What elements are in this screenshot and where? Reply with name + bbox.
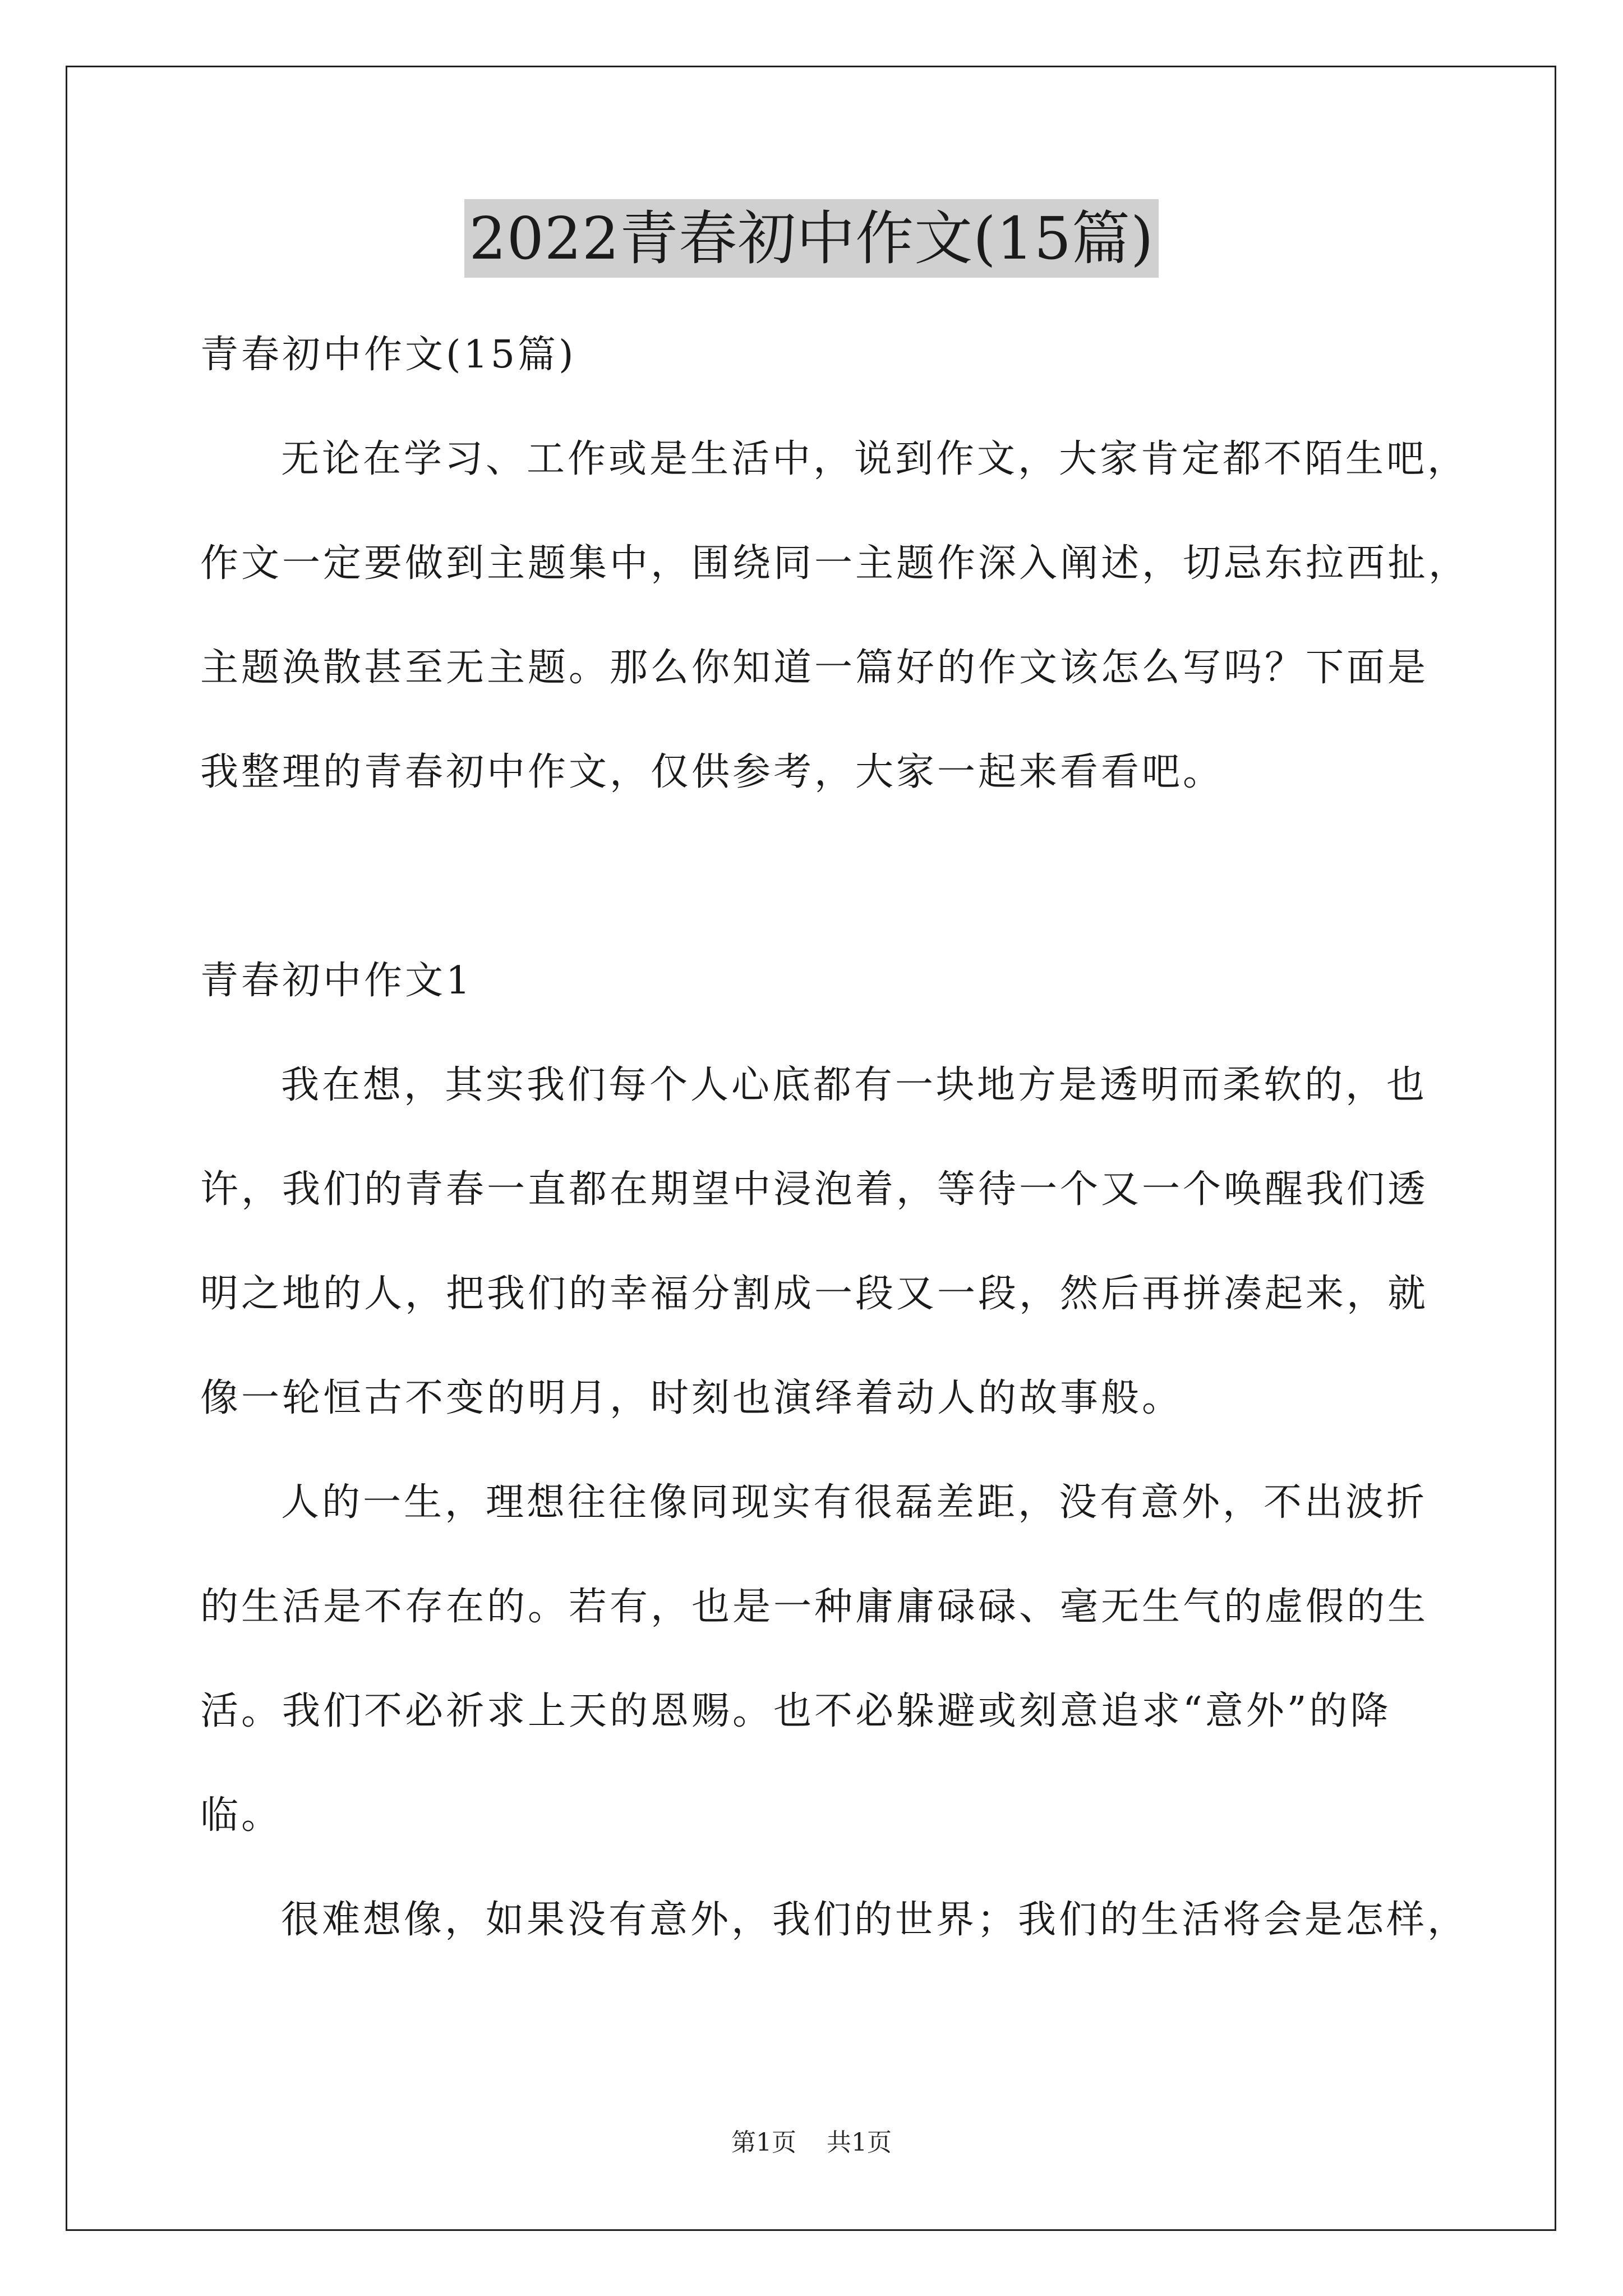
para2-line-3: 活。我们不必祈求上天的恩赐。也不必躲避或刻意追求“意外”的降 (200, 1689, 1391, 1733)
intro-line-1: 无论在学习、工作或是生活中，说到作文，大家肯定都不陌生吧， (281, 437, 1469, 481)
para1-line-3: 明之地的人，把我们的幸福分割成一段又一段，然后再拼凑起来，就 (200, 1272, 1429, 1316)
intro-line-4: 我整理的青春初中作文，仅供参考，大家一起来看看吧。 (200, 750, 1224, 794)
para3-line-1: 很难想像，如果没有意外，我们的世界；我们的生活将会是怎样， (281, 1898, 1469, 1942)
section-spacer (200, 825, 1434, 929)
page-number: 第1页 (731, 2128, 796, 2157)
para2-line-1: 人的一生，理想往往像同现实有很磊差距，没有意外，不出波折 (281, 1480, 1428, 1525)
para2-line-4: 临。 (200, 1793, 283, 1838)
document-body (200, 303, 1470, 1972)
page-footer (0, 2126, 1623, 2160)
document-title: 2022青春初中作文(15篇) (464, 199, 1158, 278)
intro-line-3: 主题涣散甚至无主题。那么你知道一篇好的作文该怎么写吗？下面是 (200, 646, 1429, 690)
page-total: 共1页 (827, 2128, 892, 2157)
intro-line-2: 作文一定要做到主题集中，围绕同一主题作深入阐述，切忌东拉西扯， (200, 541, 1470, 586)
para1-line-1: 我在想，其实我们每个人心底都有一块地方是透明而柔软的，也 (281, 1063, 1428, 1107)
subtitle: 青春初中作文(15篇) (200, 333, 577, 377)
para2-line-2: 的生活是不存在的。若有，也是一种庸庸碌碌、毫无生气的虚假的生 (200, 1585, 1429, 1629)
title-container (0, 199, 1623, 278)
section-heading: 青春初中作文1 (200, 959, 473, 1003)
para1-line-2: 许，我们的青春一直都在期望中浸泡着，等待一个又一个唤醒我们透 (200, 1167, 1429, 1212)
para1-line-4: 像一轮恒古不变的明月，时刻也演绎着动人的故事般。 (200, 1376, 1183, 1420)
